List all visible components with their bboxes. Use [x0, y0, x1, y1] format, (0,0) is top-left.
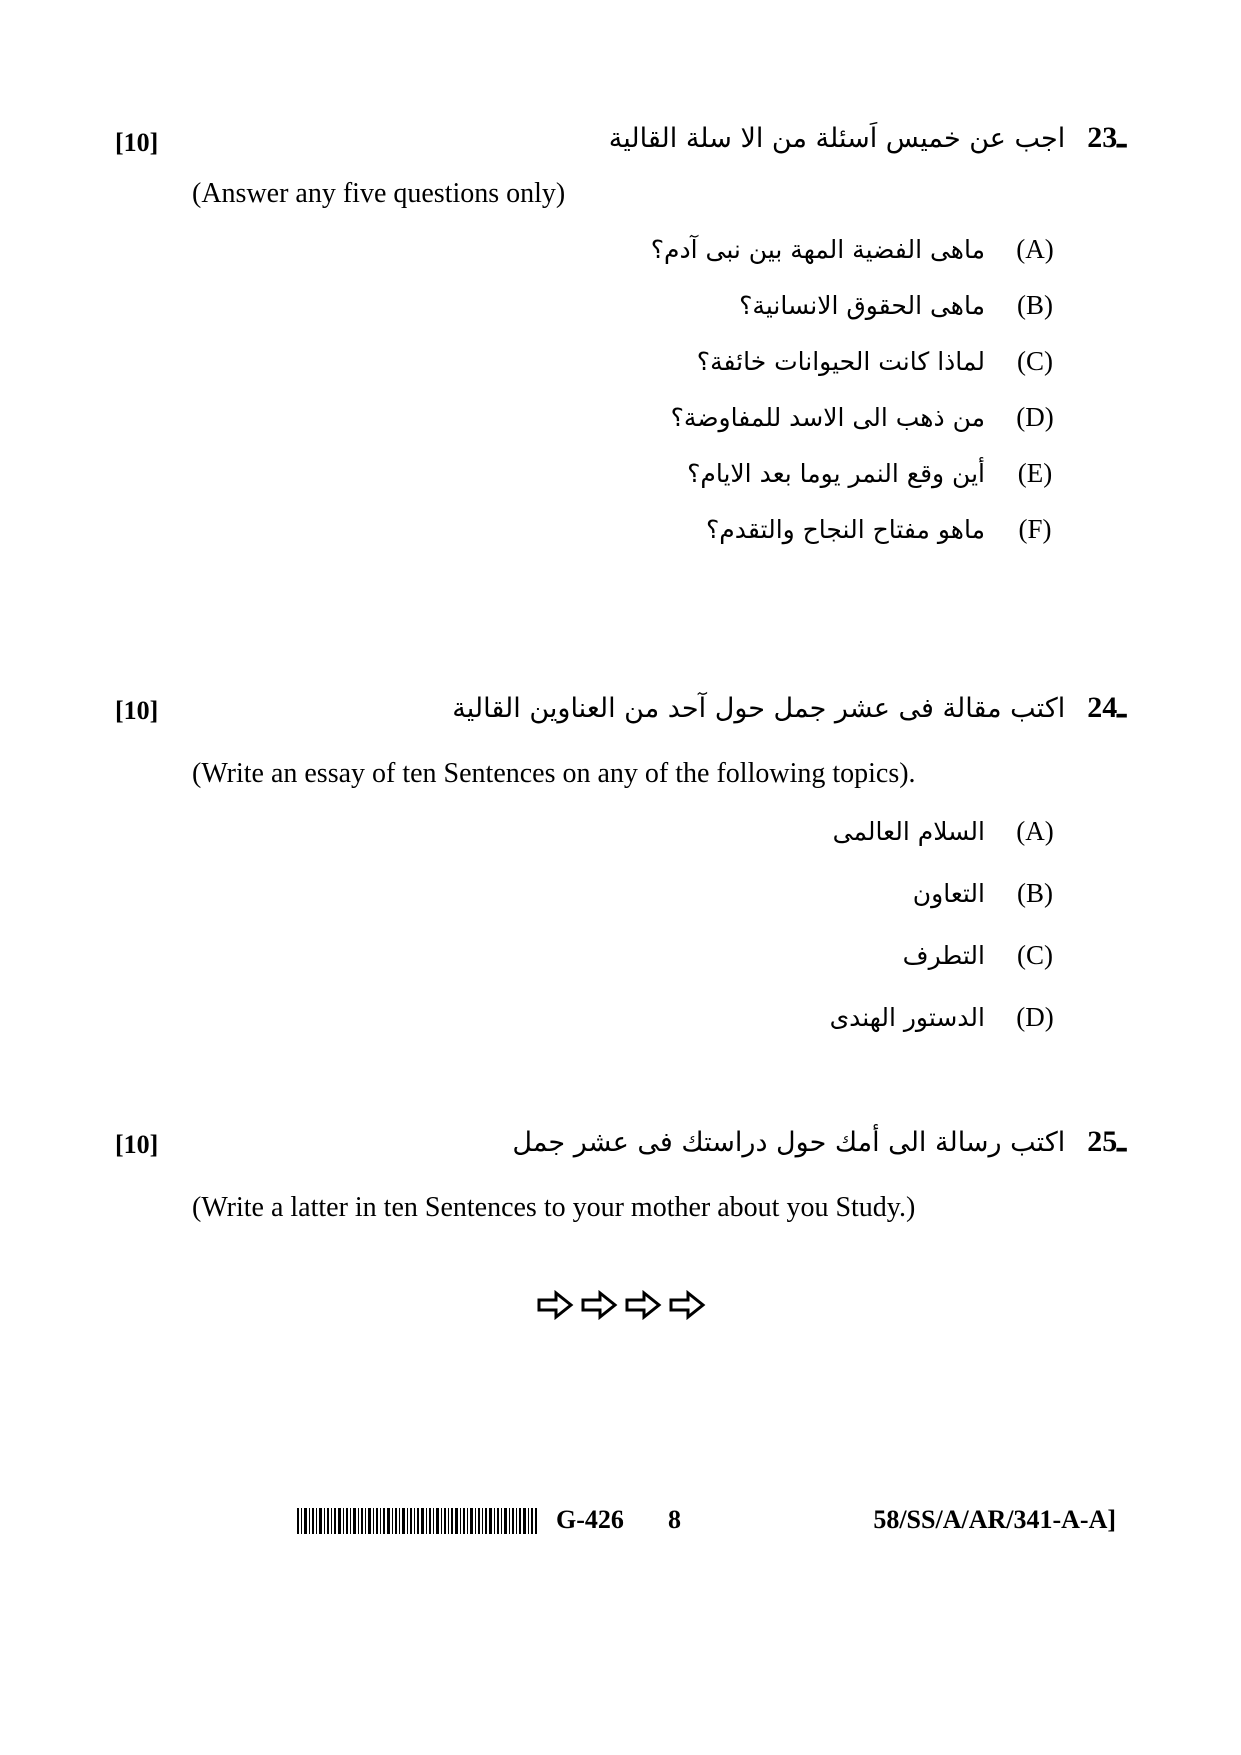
q23-option-e — [355, 458, 1055, 489]
q23-option-c — [355, 346, 1055, 377]
q24-heading — [226, 690, 1126, 725]
right-arrow-icon — [536, 1290, 574, 1320]
right-arrow-icon — [668, 1290, 706, 1320]
option-label: (A) — [1016, 234, 1054, 264]
q23-text: اجب عن خميس اَسئلة من الا سلة القالية — [608, 123, 1066, 154]
q25-text: اكتب رسالة الى أمك حول دراستك فى عشر جمل — [512, 1127, 1066, 1158]
option-label: (B) — [1017, 878, 1053, 908]
q23-instruction: (Answer any five questions only) — [192, 178, 566, 209]
option-label: (C) — [1017, 346, 1053, 376]
option-label: (E) — [1017, 458, 1053, 488]
q24-marks: [10] — [115, 696, 159, 725]
right-arrow-icon — [580, 1290, 618, 1320]
option-label: (A) — [1016, 816, 1054, 846]
q24-text: اكتب مقالة فى عشر جمل حول آحد من العناوين القالية — [452, 693, 1066, 724]
q25-marks: [10] — [115, 1130, 159, 1159]
option-label: (B) — [1017, 290, 1053, 320]
option-text: لماذا كانت الحيوانات خائفة؟ — [696, 347, 985, 376]
option-label: (D) — [1016, 1002, 1054, 1032]
page-number: 8 — [668, 1505, 681, 1534]
q24-option-d — [355, 1002, 1055, 1033]
q24-option-b — [355, 878, 1055, 909]
q23-option-b — [355, 290, 1055, 321]
q25-instruction: (Write a latter in ten Sentences to your mother about you Study.) — [192, 1192, 916, 1223]
option-label: (C) — [1017, 940, 1053, 970]
footer-reference: 58/SS/A/AR/341-A-A] — [873, 1505, 1116, 1534]
end-arrows — [0, 1290, 1241, 1320]
option-text: ماهی الحقوق الانسانية؟ — [739, 291, 985, 320]
q23-option-d — [355, 402, 1055, 433]
option-text: أين وقع النمر يوما بعد الايام؟ — [687, 459, 985, 488]
option-text: من ذهب الى الاسد للمفاوضة؟ — [670, 403, 985, 432]
footer-code: G-426 — [556, 1505, 624, 1534]
q24-number: 24ـ — [1087, 691, 1126, 724]
option-text: التطرف — [902, 941, 985, 970]
q23-marks: [10] — [115, 128, 159, 157]
barcode — [297, 1508, 537, 1534]
option-text: ماهی الفضية المهة بين نبى آدم؟ — [650, 235, 985, 264]
option-label: (D) — [1016, 402, 1054, 432]
q24-option-c — [355, 940, 1055, 971]
option-label: (F) — [1018, 514, 1052, 544]
right-arrow-icon — [624, 1290, 662, 1320]
q25-heading — [226, 1124, 1126, 1159]
q24-option-a — [355, 816, 1055, 847]
q23-heading — [226, 120, 1126, 155]
option-text: التعاون — [912, 879, 985, 908]
option-text: الدستور الهندى — [829, 1003, 985, 1032]
option-text: ماهو مفتاح النجاح والتقدم؟ — [706, 515, 985, 544]
q23-option-f — [355, 514, 1055, 545]
q23-number: 23ـ — [1087, 121, 1126, 154]
q24-instruction: (Write an essay of ten Sentences on any of the following topics). — [192, 758, 916, 789]
option-text: السلام العالمى — [832, 817, 985, 846]
q23-option-a — [355, 234, 1055, 265]
q25-number: 25ـ — [1087, 1125, 1126, 1158]
